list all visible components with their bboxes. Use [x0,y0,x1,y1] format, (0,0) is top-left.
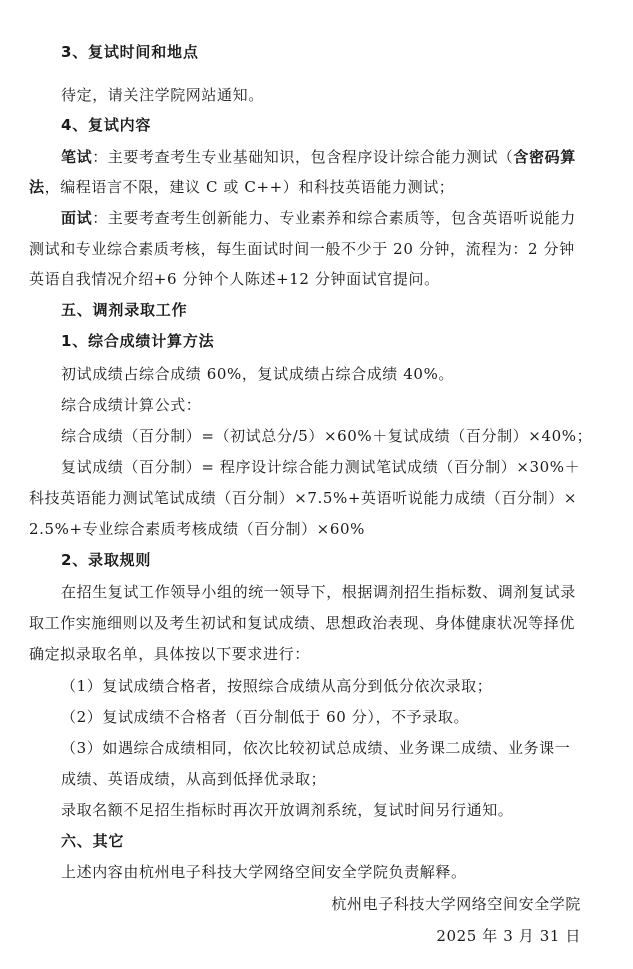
rules-para-line3: 确定拟录取名单，具体按以下要求进行： [29,645,310,663]
written-text-b: ，编程语言不限，建议 C 或 C++）和科技英语能力测试； [44,178,455,196]
rule-item-3-line2: 成绩、英语成绩，从高到低择优录取； [61,770,327,788]
formula-retest-line2: 科技英语能力测试笔试成绩（百分制）×7.5%+英语听说能力成绩（百分制）× [29,489,578,507]
formula-composite: 综合成绩（百分制）=（初试总分/5）×60%＋复试成绩（百分制）×40%； [61,427,593,445]
rule-item-3-line1: （3）如遇综合成绩相同，依次比较初试总成绩、业务课二成绩、业务课一 [61,739,571,757]
rules-para-line2: 取工作实施细则以及考生初试和复试成绩、思想政治表现、身体健康状况等择优 [29,614,576,632]
rule-item-2: （2）复试成绩不合格者（百分制低于 60 分），不予录取。 [61,708,470,726]
rules-closing: 录取名额不足招生指标时再次开放调剂系统，复试时间另行通知。 [61,801,514,819]
retest-time-body: 待定，请关注学院网站通知。 [61,86,264,104]
formula-retest-line1: 复试成绩（百分制）= 程序设计综合能力测试笔试成绩（百分制）×30%＋ [61,458,581,476]
interview-line3: 英语自我情况介绍+6 分钟个人陈述+12 分钟面试官提问。 [29,270,440,288]
interview-line1 [61,208,576,228]
interview-label: 面试 [61,209,93,227]
interview-text-1: ：主要考查考生创新能力、专业素养和综合素质等，包含英语听说能力 [92,209,576,227]
written-bold-b: 法 [29,178,45,196]
written-bold-a: 含密码算 [513,148,576,166]
heading-admission-rules: 2、录取规则 [61,551,152,569]
interview-line2: 测试和专业综合素质考核，每生面试时间一般不少于 20 分钟，流程为：2 分钟 [29,240,575,258]
written-text-a: ：主要考查考生专业基础知识，包含程序设计综合能力测试（ [92,148,514,166]
written-label: 笔试 [61,148,93,166]
heading-adjust-admission: 五、调剂录取工作 [61,301,188,319]
heading-retest-time: 3、复试时间和地点 [61,43,199,61]
signature-org: 杭州电子科技大学网络空间安全学院 [331,895,581,913]
formula-retest-line3: 2.5%+专业综合素质考核成绩（百分制）×60% [29,520,365,538]
heading-score-method: 1、综合成绩计算方法 [61,332,215,350]
formula-intro: 综合成绩计算公式： [61,396,202,414]
heading-retest-content: 4、复试内容 [61,116,152,134]
rules-para-line1: 在招生复试工作领导小组的统一领导下，根据调剂招生指标数、调剂复试录 [61,583,576,601]
written-test-line2 [29,177,454,197]
other-body: 上述内容由杭州电子科技大学网络空间安全学院负责解释。 [61,863,467,881]
signature-date: 2025 年 3 月 31 日 [436,927,581,945]
score-ratio-text: 初试成绩占综合成绩 60%，复试成绩占综合成绩 40%。 [61,365,455,383]
written-test-line1 [61,147,581,167]
rule-item-1: （1）复试成绩合格者，按照综合成绩从高分到低分依次录取； [61,677,493,695]
heading-other: 六、其它 [61,832,125,850]
